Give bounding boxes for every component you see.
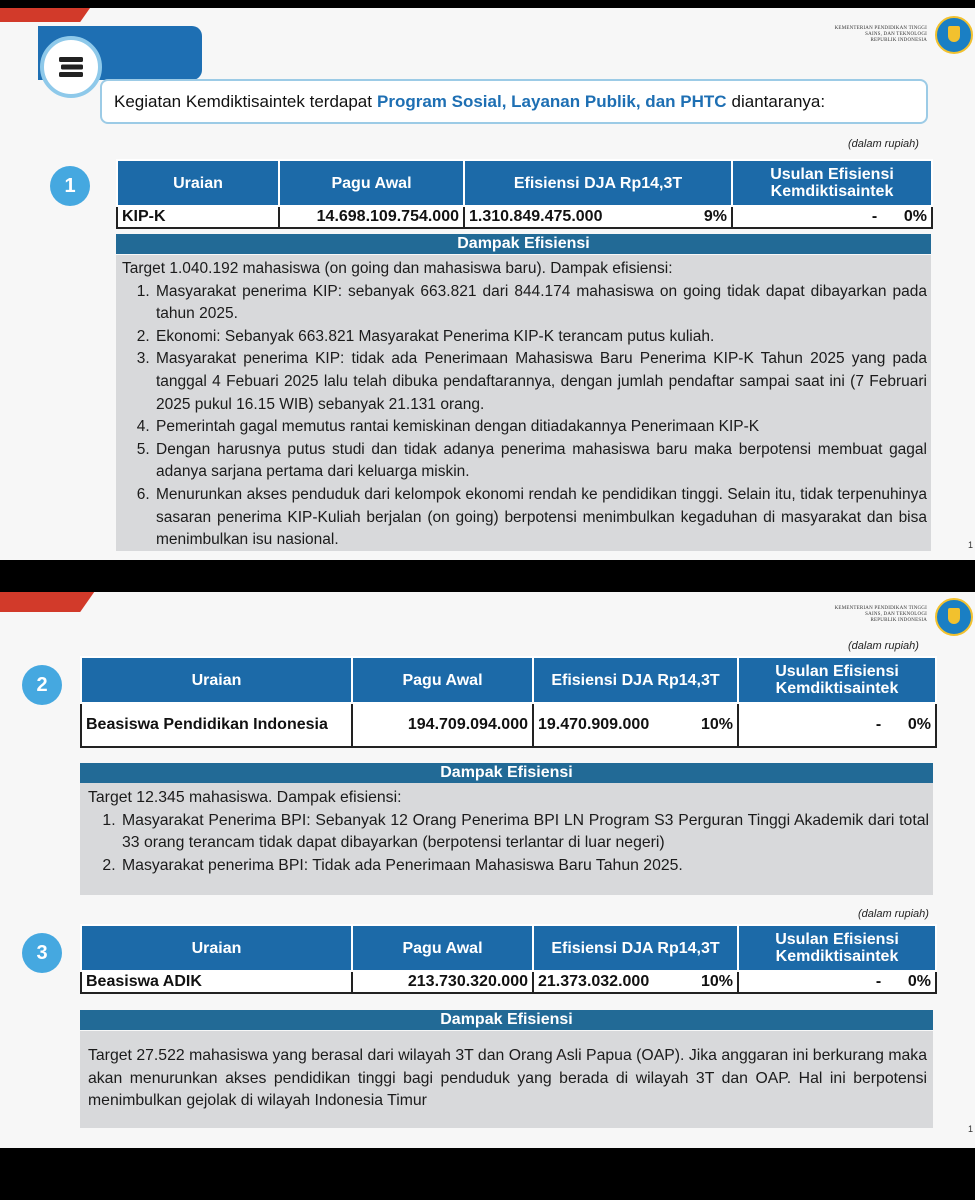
table-row (81, 703, 936, 747)
col-header-pagu: Pagu Awal (352, 657, 533, 703)
col-header-uraian: Uraian (81, 925, 352, 971)
col-header-usulan: Usulan Efisiensi Kemdiktisaintek (738, 925, 936, 971)
dampak-body (116, 255, 931, 551)
unit-label: (dalam rupiah) (858, 908, 929, 920)
cell-efisiensi: 19.470.909.000 10% (533, 703, 738, 747)
red-swoosh-decoration (0, 8, 100, 22)
cell-usulan: - 0% (738, 971, 936, 993)
intro-banner (100, 79, 928, 124)
program-number-badge: 2 (22, 665, 62, 705)
cell-usulan: - 0% (732, 206, 932, 228)
cell-uraian: Beasiswa ADIK (81, 971, 352, 993)
col-header-uraian: Uraian (81, 657, 352, 703)
dampak-target: Target 12.345 mahasiswa. Dampak efisiensi: (88, 789, 402, 806)
intro-prefix: Kegiatan Kemdiktisaintek terdapat (114, 91, 372, 111)
dampak-item: 2. Ekonomi: Sebanyak 663.821 Masyarakat Penerima KIP-K terancam putus kuliah. (154, 326, 927, 349)
ministry-name: KEMENTERIAN PENDIDIKAN TINGGI SAINS, DAN TEKNOLOGI REPUBLIK INDONESIA (834, 606, 927, 623)
page-number: 1 (967, 540, 973, 550)
dampak-title: Dampak Efisiensi (80, 1010, 933, 1030)
program-number-badge: 3 (22, 933, 62, 973)
cell-efisiensi: 1.310.849.475.000 9% (464, 206, 732, 228)
program-number-badge: 1 (50, 166, 90, 206)
cell-efisiensi: 21.373.032.000 10% (533, 971, 738, 993)
cell-uraian: Beasiswa Pendidikan Indonesia (81, 703, 352, 747)
dampak-item: 6. Menurunkan akses penduduk dari kelompok ekonomi rendah ke pendidikan tinggi. Selain itu, tidak terpenuhinya sasaran penerima KIP-Kuliah berjalan (on going) berpotensi menimbulkan kegaduhan di masyarakat dan bisa menimbulkan isu nasional. (154, 484, 927, 552)
table-row (117, 206, 932, 228)
dampak-item: 1. Masyarakat Penerima BPI: Sebanyak 12 Orang Penerima BPI LN Program S3 Perguran Tinggi Akademik dari total 33 orang terancam tidak dapat dibayarkan (berpotensi terlantar di luar negeri) (120, 810, 929, 855)
ministry-logo-icon (935, 598, 973, 636)
col-header-pagu: Pagu Awal (352, 925, 533, 971)
program-table-kip-k (116, 159, 933, 229)
book-stack-icon (40, 36, 102, 98)
table-row (81, 971, 936, 993)
col-header-uraian: Uraian (117, 160, 279, 206)
cell-uraian: KIP-K (117, 206, 279, 228)
col-header-usulan: Usulan Efisiensi Kemdiktisaintek (738, 657, 936, 703)
col-header-efisiensi: Efisiensi DJA Rp14,3T (464, 160, 732, 206)
dampak-item: 3. Masyarakat penerima KIP: tidak ada Penerimaan Mahasiswa Baru Penerima KIP-K Tahun 2025 yang pada tanggal 4 Febuari 2025 lalu telah dibuka pendaftarannya, dengan jumlah pendaftar sampai saat ini (7 Februari 2025 pukul 16.15 WIB) sebanyak 21.131 orang. (154, 348, 927, 416)
page-number: 1 (967, 1124, 973, 1134)
cell-pagu: 213.730.320.000 (352, 971, 533, 993)
program-table-bpi (80, 656, 937, 748)
dampak-item: 1. Masyarakat penerima KIP: sebanyak 663.821 dari 844.174 mahasiswa on going tidak dapat dibayarkan pada tahun 2025. (154, 281, 927, 326)
dampak-item: 4. Pemerintah gagal memutus rantai kemiskinan dengan ditiadakannya Penerimaan KIP-K (154, 416, 927, 439)
dampak-item: 2. Masyarakat penerima BPI: Tidak ada Penerimaan Mahasiswa Baru Tahun 2025. (120, 855, 929, 878)
unit-label: (dalam rupiah) (848, 640, 919, 652)
cell-usulan: - 0% (738, 703, 936, 747)
cell-pagu: 194.709.094.000 (352, 703, 533, 747)
dampak-item: 5. Dengan harusnya putus studi dan tidak adanya penerima mahasiswa baru maka berpotensi membuat gagal adanya sarjana pertama dari keluarga miskin. (154, 439, 927, 484)
dampak-title: Dampak Efisiensi (116, 234, 931, 254)
ministry-name: KEMENTERIAN PENDIDIKAN TINGGI SAINS, DAN TEKNOLOGI REPUBLIK INDONESIA (834, 26, 927, 43)
col-header-efisiensi: Efisiensi DJA Rp14,3T (533, 657, 738, 703)
red-swoosh-decoration (0, 592, 100, 612)
cell-pagu: 14.698.109.754.000 (279, 206, 464, 228)
dampak-body (80, 783, 933, 895)
col-header-pagu: Pagu Awal (279, 160, 464, 206)
slide-kip-k (0, 8, 975, 560)
col-header-efisiensi: Efisiensi DJA Rp14,3T (533, 925, 738, 971)
slide-bpi-adik (0, 592, 975, 1148)
dampak-body: Target 27.522 mahasiswa yang berasal dari wilayah 3T dan Orang Asli Papua (OAP). Jika anggaran ini berkurang maka akan menurunkan akses pendidikan tinggi bagi penduduk yang berada di wilayah 3T dan OAP. Hal ini berpotensi menimbulkan gejolak di wilayah Indonesia Timur (80, 1031, 933, 1128)
dampak-target: Target 1.040.192 mahasiswa (on going dan mahasiswa baru). Dampak efisiensi: (122, 260, 673, 277)
col-header-usulan: Usulan Efisiensi Kemdiktisaintek (732, 160, 932, 206)
ministry-logo-icon (935, 16, 973, 54)
intro-suffix: diantaranya: (731, 91, 826, 111)
program-table-adik (80, 924, 937, 994)
dampak-title: Dampak Efisiensi (80, 763, 933, 783)
unit-label: (dalam rupiah) (848, 138, 919, 150)
intro-highlight: Program Sosial, Layanan Publik, dan PHTC (377, 91, 727, 111)
